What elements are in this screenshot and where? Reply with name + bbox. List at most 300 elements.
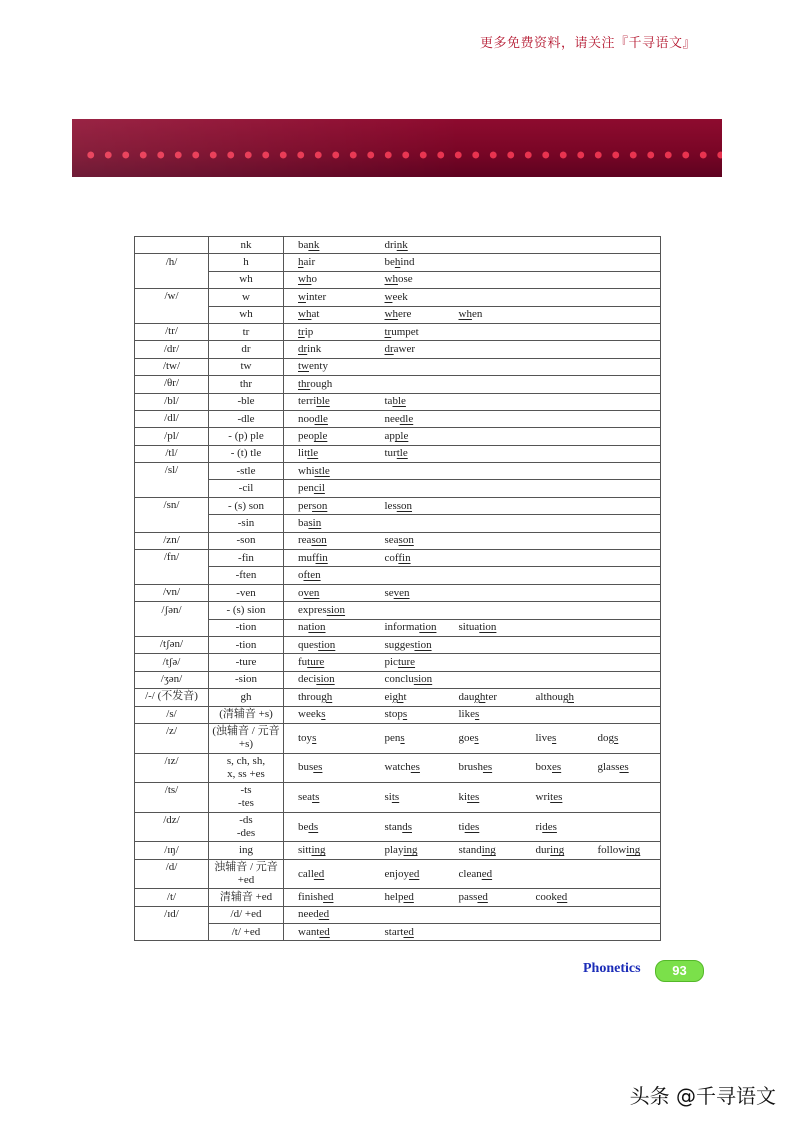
example-word-cell xyxy=(584,306,661,323)
word-highlight: sin xyxy=(308,516,322,529)
word-highlight: ing xyxy=(550,844,565,856)
word-highlight: s xyxy=(321,708,326,721)
word-prefix: want xyxy=(298,925,320,938)
word-highlight: es xyxy=(619,761,629,774)
example-word-cell xyxy=(284,532,371,549)
word-prefix: cook xyxy=(535,890,557,903)
example-word-cell xyxy=(284,237,371,254)
example-word-cell xyxy=(284,445,371,462)
example-word-cell xyxy=(522,515,584,532)
example-word-cell xyxy=(284,619,371,636)
word-highlight: dr xyxy=(384,343,394,356)
word-prefix: terri xyxy=(298,395,317,408)
example-word-cell xyxy=(445,636,522,653)
example-word xyxy=(445,691,498,704)
spelling-cell: -son xyxy=(209,532,284,549)
word-prefix: enjoy xyxy=(384,867,409,880)
word-prefix: situa xyxy=(458,621,480,634)
example-word-cell xyxy=(522,428,584,445)
example-word-cell xyxy=(522,567,584,584)
example-word-cell xyxy=(284,842,371,859)
example-word-cell xyxy=(584,689,661,706)
table-row xyxy=(135,480,661,497)
word-prefix: watch xyxy=(384,761,411,774)
example-word-cell xyxy=(584,619,661,636)
example-word-cell xyxy=(371,906,445,923)
example-word-cell xyxy=(284,463,371,480)
table-row xyxy=(135,636,661,653)
example-word-cell xyxy=(445,306,522,323)
example-word-cell xyxy=(284,567,371,584)
example-word-cell xyxy=(371,723,445,753)
word-prefix: ques xyxy=(298,638,319,651)
word-prefix: need xyxy=(298,908,319,921)
example-word-cell xyxy=(445,393,522,410)
example-word xyxy=(371,844,418,857)
example-word-cell xyxy=(445,602,522,619)
phoneme-cell: /vn/ xyxy=(135,584,209,601)
word-prefix: wri xyxy=(535,790,551,803)
example-word-cell xyxy=(371,567,445,584)
word-highlight: nk xyxy=(396,238,408,251)
word-highlight: ple xyxy=(394,429,409,442)
example-word-cell xyxy=(584,723,661,753)
word-prefix: o xyxy=(298,569,304,582)
table-row xyxy=(135,889,661,906)
phoneme-cell: /tr/ xyxy=(135,323,209,340)
word-prefix: dri xyxy=(384,238,397,251)
word-highlight: wh xyxy=(298,273,312,286)
word-prefix: box xyxy=(535,761,552,774)
word-highlight: tr xyxy=(298,325,305,338)
word-highlight: ts xyxy=(391,790,400,803)
table-row xyxy=(135,859,661,889)
spelling-cell: (清辅音 +s) xyxy=(209,706,284,723)
word-prefix: glass xyxy=(597,761,620,774)
word-prefix: si xyxy=(384,790,392,803)
word-prefix: per xyxy=(298,499,313,512)
example-word-cell xyxy=(445,550,522,567)
spelling-cell: -stle xyxy=(209,463,284,480)
word-highlight: ed xyxy=(319,925,330,938)
word-highlight: tes xyxy=(467,790,480,803)
word-suffix: ink xyxy=(307,343,322,356)
example-word-cell xyxy=(445,428,522,445)
example-word-cell xyxy=(445,842,522,859)
example-word-cell xyxy=(584,358,661,375)
word-prefix: lit xyxy=(298,447,308,460)
spelling-cell: -tion xyxy=(209,619,284,636)
table-row xyxy=(135,237,661,254)
example-word-cell xyxy=(584,654,661,671)
example-word-cell xyxy=(584,812,661,842)
word-suffix: ip xyxy=(304,325,314,338)
phoneme-cell: /ɪŋ/ xyxy=(135,842,209,859)
example-word-cell xyxy=(522,859,584,889)
example-word-cell xyxy=(584,410,661,427)
example-word-cell xyxy=(284,289,371,306)
example-word xyxy=(284,673,335,686)
example-word xyxy=(445,844,496,857)
example-word-cell xyxy=(522,254,584,271)
example-word-cell xyxy=(445,812,522,842)
example-word-cell xyxy=(284,602,371,619)
table-row xyxy=(135,515,661,532)
table-row xyxy=(135,428,661,445)
example-word xyxy=(284,868,324,881)
example-word xyxy=(522,791,563,804)
example-word-cell xyxy=(522,783,584,813)
word-suffix: ough xyxy=(310,377,333,390)
phoneme-cell: /w/ xyxy=(135,289,209,324)
example-word-cell xyxy=(522,376,584,393)
example-word xyxy=(371,791,400,804)
spelling-cell: - (t) tle xyxy=(209,445,284,462)
spelling-cell: wh xyxy=(209,271,284,288)
table-row xyxy=(135,783,661,813)
example-word xyxy=(284,604,345,617)
word-prefix: sea xyxy=(384,534,399,547)
word-prefix: althou xyxy=(535,690,563,703)
example-word-cell xyxy=(284,753,371,783)
word-highlight: son xyxy=(396,499,413,512)
example-word-cell xyxy=(445,254,522,271)
example-word-cell xyxy=(284,924,371,941)
word-suffix: ind xyxy=(400,256,415,269)
example-word-cell xyxy=(522,924,584,941)
example-word xyxy=(371,732,405,745)
word-prefix: ri xyxy=(535,820,543,833)
spelling-cell: -ture xyxy=(209,654,284,671)
phonetics-table xyxy=(134,236,661,941)
example-word xyxy=(371,447,408,460)
example-word-cell xyxy=(522,463,584,480)
example-word xyxy=(284,691,332,704)
word-prefix: finish xyxy=(298,890,324,903)
example-word xyxy=(284,413,328,426)
watermark: 头条 @千寻语文 xyxy=(629,1084,776,1108)
table-row xyxy=(135,842,661,859)
table-row xyxy=(135,376,661,393)
word-highlight: ed xyxy=(481,867,493,880)
example-word-cell xyxy=(284,723,371,753)
example-word-cell xyxy=(371,842,445,859)
word-prefix: week xyxy=(298,708,322,721)
phoneme-cell: /dl/ xyxy=(135,410,209,427)
example-word xyxy=(284,273,317,286)
word-highlight: ed xyxy=(318,908,330,921)
word-prefix: pen xyxy=(298,482,314,495)
example-word-cell xyxy=(522,812,584,842)
example-word-cell xyxy=(284,550,371,567)
word-highlight: ts xyxy=(312,790,320,803)
example-word-cell xyxy=(371,859,445,889)
example-word xyxy=(284,791,319,804)
example-word-cell xyxy=(522,842,584,859)
word-highlight: ven xyxy=(393,586,410,599)
word-highlight: ture xyxy=(397,656,416,669)
example-word-cell xyxy=(445,271,522,288)
example-word-cell xyxy=(371,753,445,783)
word-highlight: ed xyxy=(556,890,568,903)
spelling-cell: w xyxy=(209,289,284,306)
example-word xyxy=(522,844,565,857)
example-word xyxy=(371,534,414,547)
word-highlight: son xyxy=(398,534,414,547)
example-word-cell xyxy=(445,463,522,480)
word-highlight: ed xyxy=(403,890,414,903)
example-word-cell xyxy=(371,636,445,653)
example-word-cell xyxy=(371,515,445,532)
spelling-cell: tr xyxy=(209,323,284,340)
example-word-cell xyxy=(584,636,661,653)
example-word xyxy=(284,500,327,513)
example-word-cell xyxy=(371,783,445,813)
example-word-cell xyxy=(522,706,584,723)
word-prefix: whi xyxy=(298,464,315,477)
spelling-cell: /t/ +ed xyxy=(209,924,284,941)
word-prefix: be xyxy=(384,256,395,269)
example-word-cell xyxy=(584,753,661,783)
example-word-cell xyxy=(445,619,522,636)
word-highlight: ed xyxy=(323,890,334,903)
example-word xyxy=(445,868,493,881)
spelling-cell: tw xyxy=(209,358,284,375)
spelling-cell: gh xyxy=(209,689,284,706)
word-suffix: en xyxy=(471,308,483,321)
word-prefix: ki xyxy=(458,790,468,803)
example-word xyxy=(584,732,619,745)
example-word-cell xyxy=(445,654,522,671)
word-highlight: cil xyxy=(313,482,325,495)
phoneme-cell: /ʒən/ xyxy=(135,671,209,688)
table-row xyxy=(135,497,661,514)
word-highlight: wh xyxy=(384,273,398,286)
example-word-cell xyxy=(584,567,661,584)
example-word-cell xyxy=(522,671,584,688)
word-highlight: es xyxy=(552,761,562,774)
example-word-cell xyxy=(371,393,445,410)
table-row xyxy=(135,906,661,923)
example-word-cell xyxy=(522,323,584,340)
word-prefix: se xyxy=(384,586,394,599)
spelling-cell: -cil xyxy=(209,480,284,497)
example-word-cell xyxy=(522,271,584,288)
example-word-cell xyxy=(522,358,584,375)
phoneme-cell: /-/ (不发音) xyxy=(135,689,209,706)
example-word xyxy=(284,891,333,904)
example-word xyxy=(445,621,497,634)
word-prefix: be xyxy=(298,820,309,833)
word-highlight: tion xyxy=(414,638,432,651)
example-word-cell xyxy=(284,706,371,723)
word-highlight: s xyxy=(312,731,317,744)
example-word xyxy=(371,891,414,904)
spelling-cell: -tion xyxy=(209,636,284,653)
word-highlight: es xyxy=(410,761,420,774)
word-highlight: gh xyxy=(321,690,333,703)
example-word xyxy=(522,821,557,834)
example-word xyxy=(284,708,326,721)
word-suffix: ter xyxy=(485,690,497,703)
word-prefix: sea xyxy=(298,790,313,803)
word-highlight: ing xyxy=(403,844,418,856)
word-prefix: deci xyxy=(298,673,317,686)
example-word-cell xyxy=(284,376,371,393)
table-row xyxy=(135,306,661,323)
word-prefix: les xyxy=(384,499,397,512)
example-word xyxy=(371,256,415,269)
word-highlight: tes xyxy=(550,790,563,803)
word-highlight: h xyxy=(394,256,401,269)
example-word-cell xyxy=(522,341,584,358)
example-word xyxy=(371,500,413,513)
table-row xyxy=(135,463,661,480)
example-word xyxy=(371,656,416,669)
word-highlight: gh xyxy=(563,690,574,703)
example-word-cell xyxy=(371,289,445,306)
example-word xyxy=(371,926,414,939)
example-word-cell xyxy=(371,602,445,619)
spelling-cell: -ts -tes xyxy=(209,783,284,813)
example-word-cell xyxy=(371,410,445,427)
spelling-cell: (浊辅音 / 元音 +s) xyxy=(209,723,284,753)
phoneme-cell: /z/ xyxy=(135,723,209,753)
example-word xyxy=(371,673,433,686)
example-word-cell xyxy=(284,323,371,340)
example-word-cell xyxy=(522,654,584,671)
word-highlight: fin xyxy=(315,551,328,564)
example-word-cell xyxy=(445,358,522,375)
word-highlight: dr xyxy=(298,343,308,356)
word-prefix: pen xyxy=(384,731,401,744)
example-word-cell xyxy=(522,689,584,706)
example-word xyxy=(284,326,313,339)
word-highlight: s xyxy=(552,731,557,744)
word-highlight: ing xyxy=(626,844,641,856)
example-word-cell xyxy=(445,706,522,723)
word-suffix: o xyxy=(311,273,317,286)
example-word xyxy=(284,656,324,669)
word-prefix: play xyxy=(384,844,404,856)
phoneme-cell: /tʃən/ xyxy=(135,636,209,653)
phoneme-cell: /tʃə/ xyxy=(135,654,209,671)
example-word xyxy=(284,447,318,460)
word-prefix: muf xyxy=(298,551,316,564)
table-row xyxy=(135,289,661,306)
example-word-cell xyxy=(445,584,522,601)
example-word-cell xyxy=(445,906,522,923)
word-prefix: ta xyxy=(384,395,393,408)
word-highlight: ing xyxy=(311,844,326,856)
word-prefix: expres xyxy=(298,603,327,616)
example-word xyxy=(371,639,432,652)
table-row xyxy=(135,271,661,288)
example-word-cell xyxy=(284,515,371,532)
spelling-cell: 浊辅音 / 元音 +ed xyxy=(209,859,284,889)
example-word-cell xyxy=(522,306,584,323)
example-word xyxy=(284,761,322,774)
word-prefix: brush xyxy=(458,761,483,774)
word-prefix: stan xyxy=(384,820,403,833)
word-prefix: sitt xyxy=(298,844,312,856)
example-word-cell xyxy=(371,497,445,514)
example-word xyxy=(284,587,319,600)
example-word-cell xyxy=(284,689,371,706)
example-word-cell xyxy=(284,393,371,410)
example-word xyxy=(284,926,330,939)
example-word xyxy=(371,552,411,565)
example-word xyxy=(445,891,488,904)
example-word-cell xyxy=(584,783,661,813)
word-highlight: h xyxy=(298,256,304,269)
example-word-cell xyxy=(284,859,371,889)
example-word xyxy=(445,761,493,774)
example-word-cell xyxy=(284,358,371,375)
example-word-cell xyxy=(445,323,522,340)
example-word xyxy=(284,239,319,252)
word-highlight: wh xyxy=(298,308,312,321)
spelling-cell: /d/ +ed xyxy=(209,906,284,923)
word-highlight: tle xyxy=(396,447,408,460)
example-word-cell xyxy=(584,602,661,619)
word-highlight: ds xyxy=(402,820,413,833)
example-word-cell xyxy=(371,654,445,671)
example-word-cell xyxy=(445,289,522,306)
example-word xyxy=(371,587,410,600)
word-highlight: s xyxy=(614,731,619,744)
example-word-cell xyxy=(371,671,445,688)
word-prefix: toy xyxy=(298,731,313,744)
word-suffix: at xyxy=(311,308,320,321)
example-word-cell xyxy=(584,237,661,254)
example-word xyxy=(445,708,480,721)
word-highlight: es xyxy=(482,761,493,774)
table-row xyxy=(135,671,661,688)
word-highlight: nk xyxy=(308,238,320,251)
word-prefix: live xyxy=(535,731,552,744)
example-word-cell xyxy=(522,289,584,306)
word-suffix: t xyxy=(403,690,407,703)
example-word xyxy=(284,534,327,547)
word-suffix: air xyxy=(303,256,316,269)
word-prefix: dau xyxy=(458,690,475,703)
spelling-cell: wh xyxy=(209,306,284,323)
word-suffix: ere xyxy=(397,308,412,321)
example-word-cell xyxy=(284,306,371,323)
example-word-cell xyxy=(371,619,445,636)
word-highlight: stle xyxy=(314,464,330,477)
word-prefix: clean xyxy=(458,867,482,880)
example-word-cell xyxy=(284,480,371,497)
example-word xyxy=(284,378,332,391)
spelling-cell: -ften xyxy=(209,567,284,584)
example-word xyxy=(284,844,326,857)
table-row xyxy=(135,924,661,941)
spelling-cell: -sion xyxy=(209,671,284,688)
phoneme-cell: /ts/ xyxy=(135,783,209,813)
word-prefix: like xyxy=(458,708,475,721)
example-word-cell xyxy=(445,410,522,427)
spelling-cell: - (p) ple xyxy=(209,428,284,445)
word-highlight: fin xyxy=(398,551,411,564)
banner-dots xyxy=(82,150,722,160)
example-word-cell xyxy=(284,497,371,514)
example-word xyxy=(445,732,479,745)
word-highlight: ed xyxy=(313,867,325,880)
word-highlight: tion xyxy=(318,638,336,651)
example-word-cell xyxy=(522,480,584,497)
